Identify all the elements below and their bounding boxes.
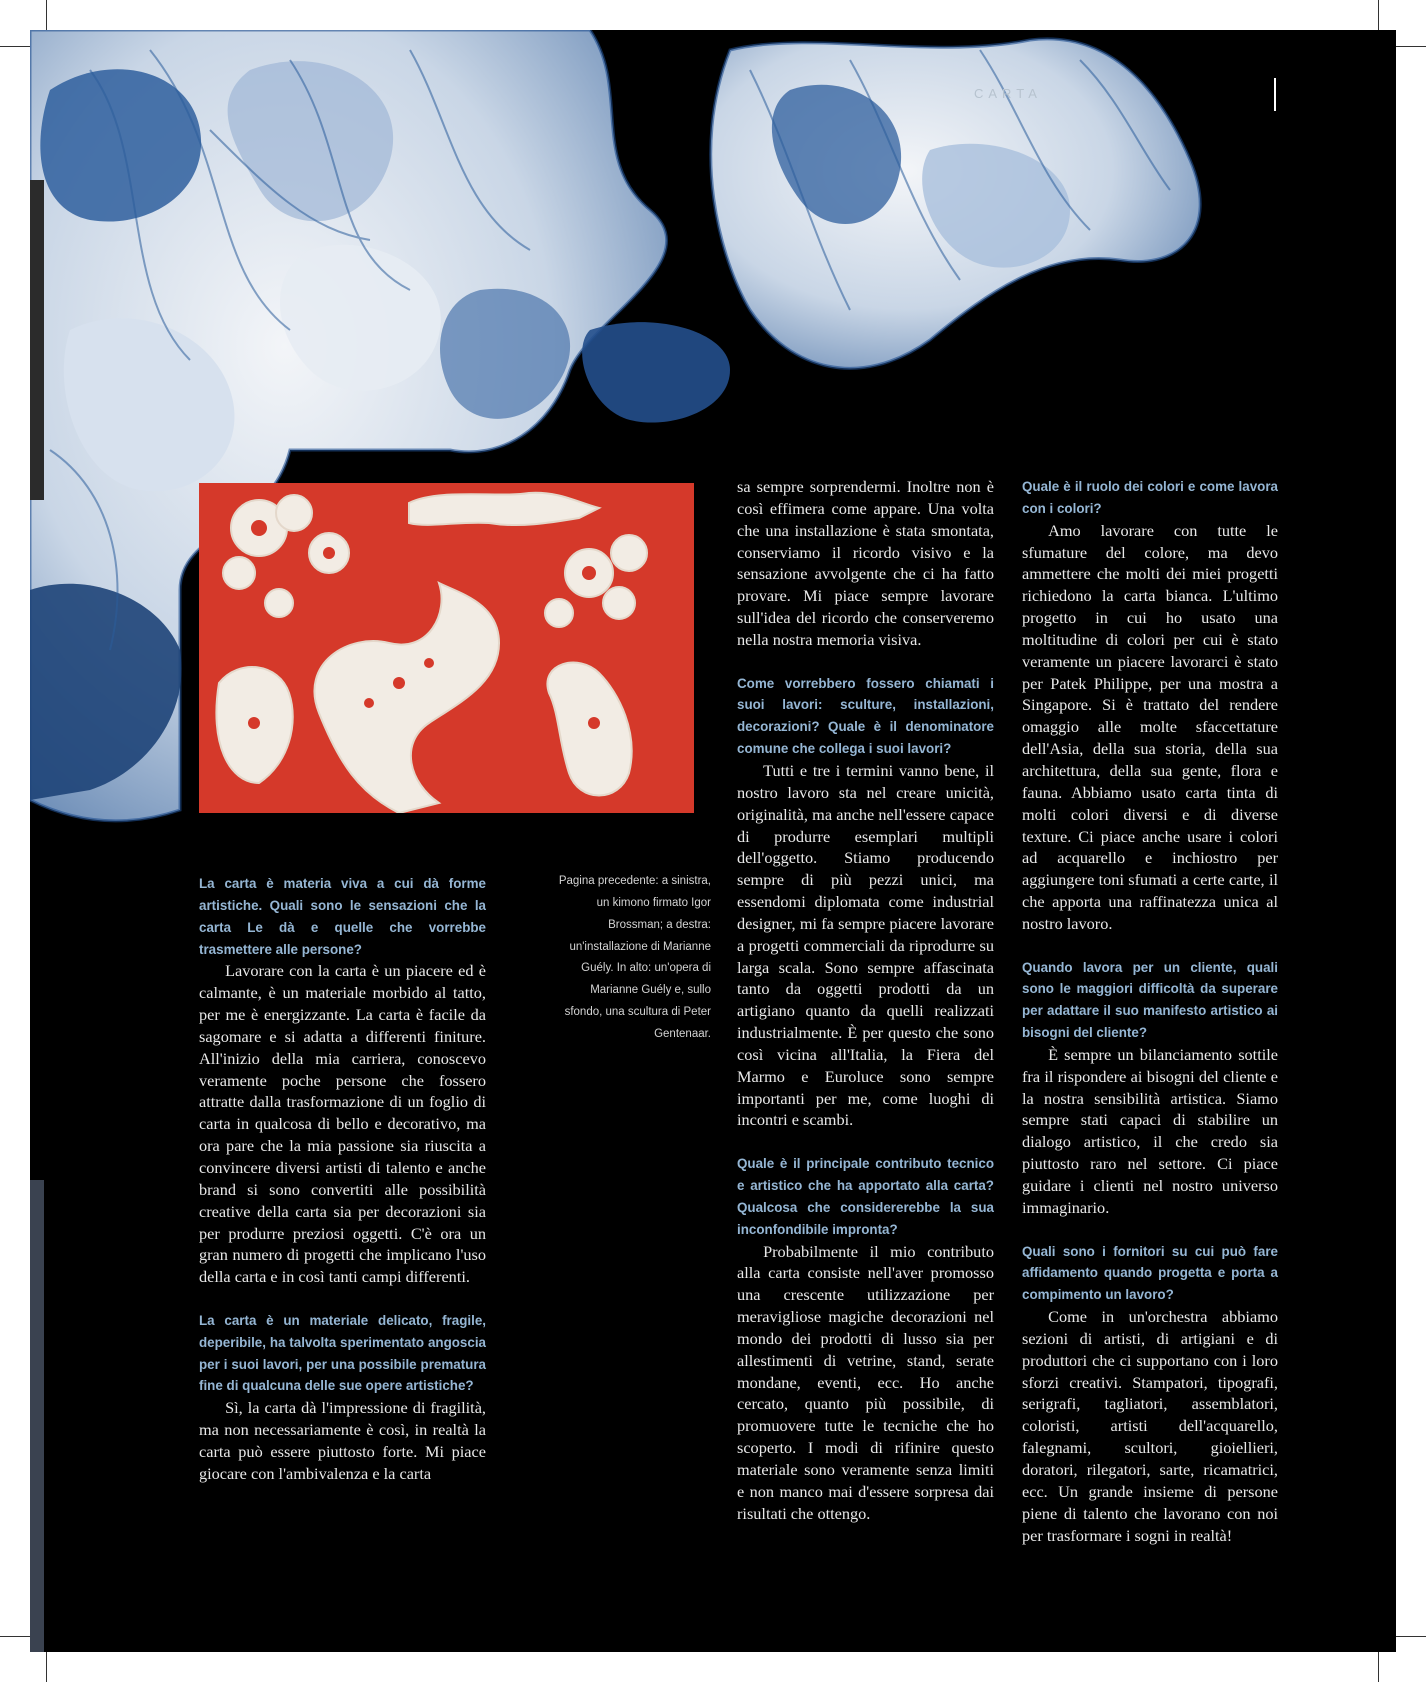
crop-mark <box>1378 0 1379 30</box>
question: Quando lavora per un cliente, quali sono le maggiori difficoltà da superare per adattare il suo manifesto artistico ai bisogni del cliente? <box>1022 959 1278 1041</box>
paper-cutouts-photo <box>199 483 694 813</box>
question: La carta è un materiale delicato, fragile, deperibile, ha talvolta sperimentato angoscia per i suoi lavori, per una possibile prematura fine di qualcuna delle sue opere artistiche? <box>199 1312 486 1394</box>
column-2 <box>737 476 994 1525</box>
question: Quale è il principale contributo tecnico e artistico che ha apportato alla carta? Qualcosa che considererebbe la sua inconfondibile impronta? <box>737 1156 994 1237</box>
crop-mark <box>0 1636 30 1637</box>
crop-mark <box>46 1652 47 1682</box>
section-label: CARTA <box>974 86 1042 101</box>
question: Come vorrebbero fossero chiamati i suoi lavori: sculture, installazioni, decorazioni? Quale è il denominatore comune che collega i suoi lavori? <box>737 675 994 757</box>
column-1 <box>199 873 486 1485</box>
answer: È sempre un bilanciamento sottile fra il rispondere ai bisogni del cliente e la nostra sensibilità artistica. Siamo sempre stati capaci di stabilire un dialogo artistico, il che credo sia piuttosto raro nel settore. Ci piace guidare i clienti nel nostro universo immaginario. <box>1022 1044 1278 1217</box>
answer: Amo lavorare con tutte le sfumature del colore, ma devo ammettere che molti dei miei progetti richiedono la carta bianca. L'ultimo progetto in cui ho usato una moltitudine di colori per cui è stato veramente un piacere lavorarci è stato per Patek Philippe, per una mostra a Singapore. Si è trattato del rendere omaggio alle molte sfaccettature dell'Asia, della sua storia, della sua architettura, della sua gente, flora e fauna. Abbiamo usato carta tinta di molti colori diversi e di diverse texture. Ci piace anche usare i colori ad acquarello e inchiostro per aggiungere toni sfumati a certe carte, il che apporta una raffinatezza unica al nostro lavoro. <box>1022 520 1278 933</box>
edge-strip <box>30 1180 44 1652</box>
header-divider <box>1274 78 1276 111</box>
crop-mark <box>1396 46 1426 47</box>
question: La carta è materia viva a cui dà forme artistiche. Quali sono le sensazioni che la carta Le dà e quelle che vorrebbe trasmettere alle persone? <box>199 876 486 957</box>
answer: Probabilmente il mio contributo alla carta consiste nell'aver promosso una crescente utilizzazione per meravigliose magiche decorazioni nel mondo dei prodotti di lusso sia per allestimenti di vetrine, stand, serate mondane, eventi, ecc. Ho anche cercato, quanto più possibile, di promuovere tutte le tecniche che ho scoperto. I modi di rifinire questo materiale sono veramente senza limiti e non manco mai d'essere sorpresa dai risultati che ottengo. <box>737 1241 994 1523</box>
magazine-page <box>30 30 1396 1652</box>
answer: Come in un'orchestra abbiamo sezioni di artisti, di artigiani e di produttori che ci supportano con i loro sforzi creativi. Stampatori, tipografi, serigrafi, tagliatori, assemblatori, coloristi, artisti dell'acquarello, falegnami, scultori, gioiellieri, doratori, rilegatori, sarte, ricamatrici, ecc. Un grande insieme di persone piene di talento che lavorano con noi per trasformare i sogni in realtà! <box>1022 1307 1278 1545</box>
answer: Sì, la carta dà l'impressione di fragilità, ma non necessariamente è così, in realtà la carta può essere piuttosto forte. Mi piace giocare con l'ambivalenza e la carta <box>199 1398 486 1483</box>
answer: Tutti e tre i termini vanno bene, il nostro lavoro sta nel creare unicità, originalità, ma anche nell'essere capace di produrre esemplari multipli dell'oggetto. Stiamo producendo sempre di più pezzi unici, ma essendomi diplomata come industrial designer, mi fa sempre piacere lavorare a progetti commerciali da riprodurre su larga scala. Sono sempre affascinata tanto da oggetti prodotti da un artigiano quanto da quelli realizzati industrialmente. È per questo che sono così vicina all'Italia, la Fiera del Marmo e Euroluce sono sempre importanti per me, come luoghi di incontri e scambi. <box>737 760 994 1130</box>
crop-mark <box>0 46 30 47</box>
edge-strip <box>30 180 44 500</box>
answer-continued: sa sempre sorprendermi. Inoltre non è così effimera come appare. Una volta che una installazione è stata smontata, conserviamo il ricordo visivo e la sensazione avvolgente che ci ha fatto provare. Mi piace sempre lavorare sull'idea del ricordo che conserveremo nella nostra memoria visiva. <box>737 477 994 649</box>
crop-mark <box>1378 1652 1379 1682</box>
column-3 <box>1022 476 1278 1546</box>
question: Quali sono i fornitori su cui può fare affidamento quando progetta e porta a compimento un lavoro? <box>1022 1243 1278 1303</box>
photo-caption: Pagina precedente: a sinistra, un kimono firmato Igor Brossman; a destra: un'installazione di Marianne Guély. In alto: un'opera di Marianne Guély e, sullo sfondo, una scultura di Peter Gentenaar. <box>558 875 711 1040</box>
question: Quale è il ruolo dei colori e come lavora con i colori? <box>1022 479 1278 516</box>
crop-mark <box>1396 1636 1426 1637</box>
answer: Lavorare con la carta è un piacere ed è calmante, è un materiale morbido al tatto, per me è energizzante. La carta è facile da sagomare e si adatta a differenti finiture. All'inizio della mia carriera, conoscevo veramente poche persone che fossero attratte dalla trasformazione di un foglio di carta in qualcosa di bello e decorativo, ma ora pare che la mia passione sia riuscita a convincere diversi artisti di talento e anche brand si sono convertiti alle possibilità creative della carta sia per decorazioni sia per produrre preziosi oggetti. C'è ora un gran numero di progetti che implicano l'uso della carta e in così tanti campi differenti. <box>199 961 486 1287</box>
crop-mark <box>46 0 47 30</box>
